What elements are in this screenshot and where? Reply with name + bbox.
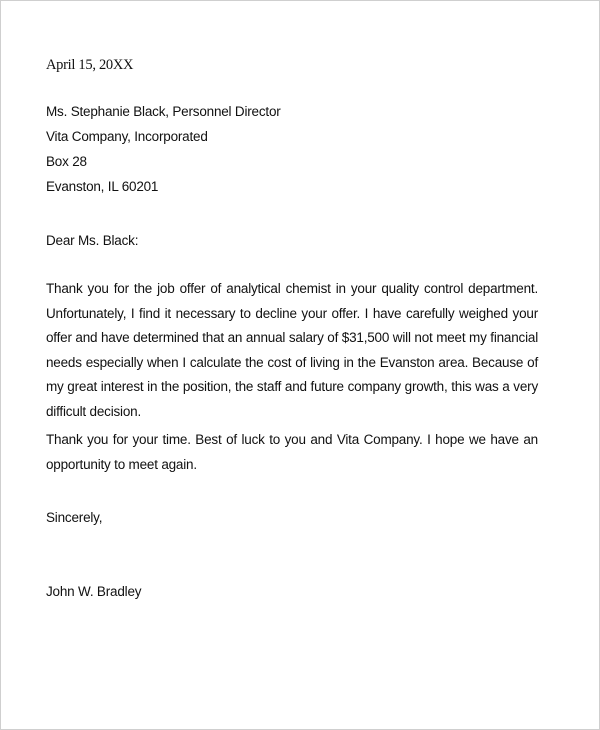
letter-date: April 15, 20XX xyxy=(46,57,134,73)
recipient-line-4: Evanston, IL 60201 xyxy=(46,179,159,194)
body-paragraph-1: Thank you for the job offer of analytical chemist in your quality control department. Unfortunately, I find it necessary to decline your offer. I have carefully weighed your offer and have determined that an annual salary of $31,500 will not meet my financial needs especially when I calculate the cost of living in the Evanston area. Because of my great interest in the position, the staff and future company growth, this was a very difficult decision. xyxy=(46,281,538,419)
recipient-line-3: Box 28 xyxy=(46,154,87,169)
body-paragraph-2: Thank you for your time. Best of luck to you and Vita Company. I hope we have an opportunity to meet again. xyxy=(46,432,538,472)
closing: Sincerely, xyxy=(46,510,103,525)
signature-name: John W. Bradley xyxy=(46,584,142,599)
recipient-line-1: Ms. Stephanie Black, Personnel Director xyxy=(46,104,281,119)
recipient-line-2: Vita Company, Incorporated xyxy=(46,129,208,144)
salutation: Dear Ms. Black: xyxy=(46,233,139,248)
